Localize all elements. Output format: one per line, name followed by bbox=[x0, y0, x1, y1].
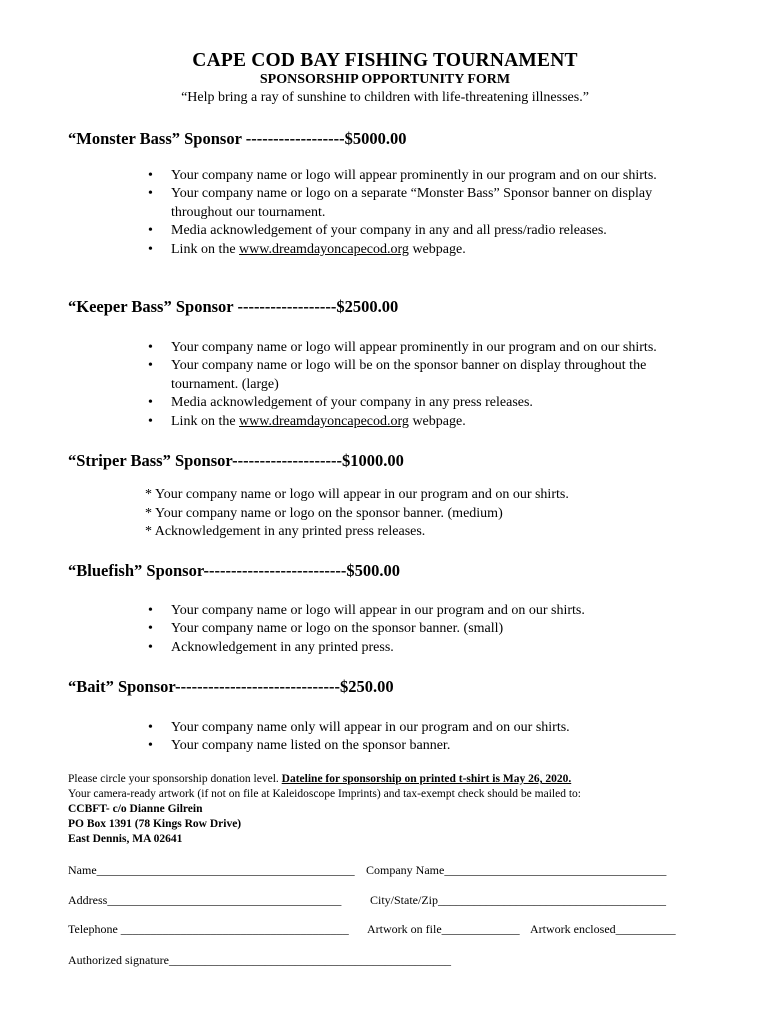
monster-bass-benefits bbox=[0, 167, 711, 259]
city-state-zip-field[interactable]: City/State/Zip______________________________________ bbox=[370, 893, 666, 907]
bluefish-benefits bbox=[0, 602, 711, 657]
artwork-enclosed-field[interactable]: Artwork enclosed__________ bbox=[530, 922, 676, 936]
list-item: • Your company name or logo will be on the sponsor banner on display throughout the tournament. (large) bbox=[0, 357, 711, 394]
link-prefix: Link on the bbox=[171, 413, 240, 429]
mail-instruction: Your camera-ready artwork (if not on file at Kaleidoscope Imprints) and tax-exempt check should be mailed to: bbox=[68, 788, 581, 800]
website-link[interactable]: www.dreamdayoncapecod.org bbox=[239, 413, 409, 429]
deadline-note: Dateline for sponsorship on printed t-shirt is May 26, 2020. bbox=[281, 773, 572, 785]
link-suffix: webpage. bbox=[408, 413, 466, 429]
address-line: East Dennis, MA 02641 bbox=[68, 833, 183, 845]
list-item: • Your company name listed on the sponsor banner. bbox=[0, 737, 711, 755]
list-item: • Your company name or logo will appear prominently in our program and on our shirts. bbox=[0, 167, 711, 185]
list-item: • Media acknowledgement of your company in any press releases. bbox=[0, 394, 711, 412]
artwork-on-file-field[interactable]: Artwork on file_____________ bbox=[367, 922, 520, 936]
telephone-field[interactable]: Telephone ______________________________________ bbox=[68, 922, 349, 936]
list-item: • Your company name or logo will appear in our program and on our shirts. bbox=[0, 602, 711, 620]
tagline: “Help bring a ray of sunshine to children with life-threatening illnesses.” bbox=[181, 90, 589, 105]
list-item: • Your company name or logo on the sponsor banner. (small) bbox=[0, 620, 711, 638]
list-item: • Your company name or logo on a separate “Monster Bass” Sponsor banner on display throughout our tournament. bbox=[0, 185, 711, 222]
company-name-field[interactable]: Company Name_____________________________________ bbox=[366, 863, 667, 877]
document-title: CAPE COD BAY FISHING TOURNAMENT bbox=[192, 50, 578, 71]
list-item bbox=[0, 413, 711, 431]
striper-benefit: * Your company name or logo will appear in our program and on our shirts. bbox=[145, 487, 569, 502]
website-link[interactable]: www.dreamdayoncapecod.org bbox=[239, 241, 409, 257]
striper-benefit: * Acknowledgement in any printed press releases. bbox=[145, 524, 426, 539]
list-item: • Media acknowledgement of your company in any and all press/radio releases. bbox=[0, 222, 711, 240]
bait-benefits bbox=[0, 719, 711, 756]
address-field[interactable]: Address_______________________________________ bbox=[68, 893, 342, 907]
instructions-line bbox=[68, 773, 571, 785]
address-line: CCBFT- c/o Dianne Gilrein bbox=[68, 803, 203, 815]
bait-heading: “Bait” Sponsor------------------------------$250.00 bbox=[68, 677, 394, 696]
keeper-bass-heading: “Keeper Bass” Sponsor ------------------$2500.00 bbox=[68, 297, 399, 316]
monster-bass-heading: “Monster Bass” Sponsor ------------------$5000.00 bbox=[68, 129, 407, 148]
document-subtitle: SPONSORSHIP OPPORTUNITY FORM bbox=[259, 72, 511, 87]
address-line: PO Box 1391 (78 Kings Row Drive) bbox=[68, 818, 242, 830]
bluefish-heading: “Bluefish” Sponsor--------------------------$500.00 bbox=[68, 561, 401, 580]
list-item: • Acknowledgement in any printed press. bbox=[0, 639, 711, 657]
list-item bbox=[0, 241, 711, 259]
striper-benefit: * Your company name or logo on the sponsor banner. (medium) bbox=[145, 506, 503, 521]
link-suffix: webpage. bbox=[408, 241, 466, 257]
striper-bass-heading: “Striper Bass” Sponsor--------------------$1000.00 bbox=[68, 451, 404, 470]
keeper-bass-benefits bbox=[0, 339, 711, 431]
list-item: • Your company name or logo will appear prominently in our program and on our shirts. bbox=[0, 339, 711, 357]
link-prefix: Link on the bbox=[171, 241, 240, 257]
signature-field[interactable]: Authorized signature_______________________________________________ bbox=[68, 953, 451, 967]
list-item: • Your company name only will appear in our program and on our shirts. bbox=[0, 719, 711, 737]
name-field[interactable]: Name___________________________________________ bbox=[68, 863, 355, 877]
circle-instruction: Please circle your sponsorship donation level. bbox=[68, 773, 282, 785]
